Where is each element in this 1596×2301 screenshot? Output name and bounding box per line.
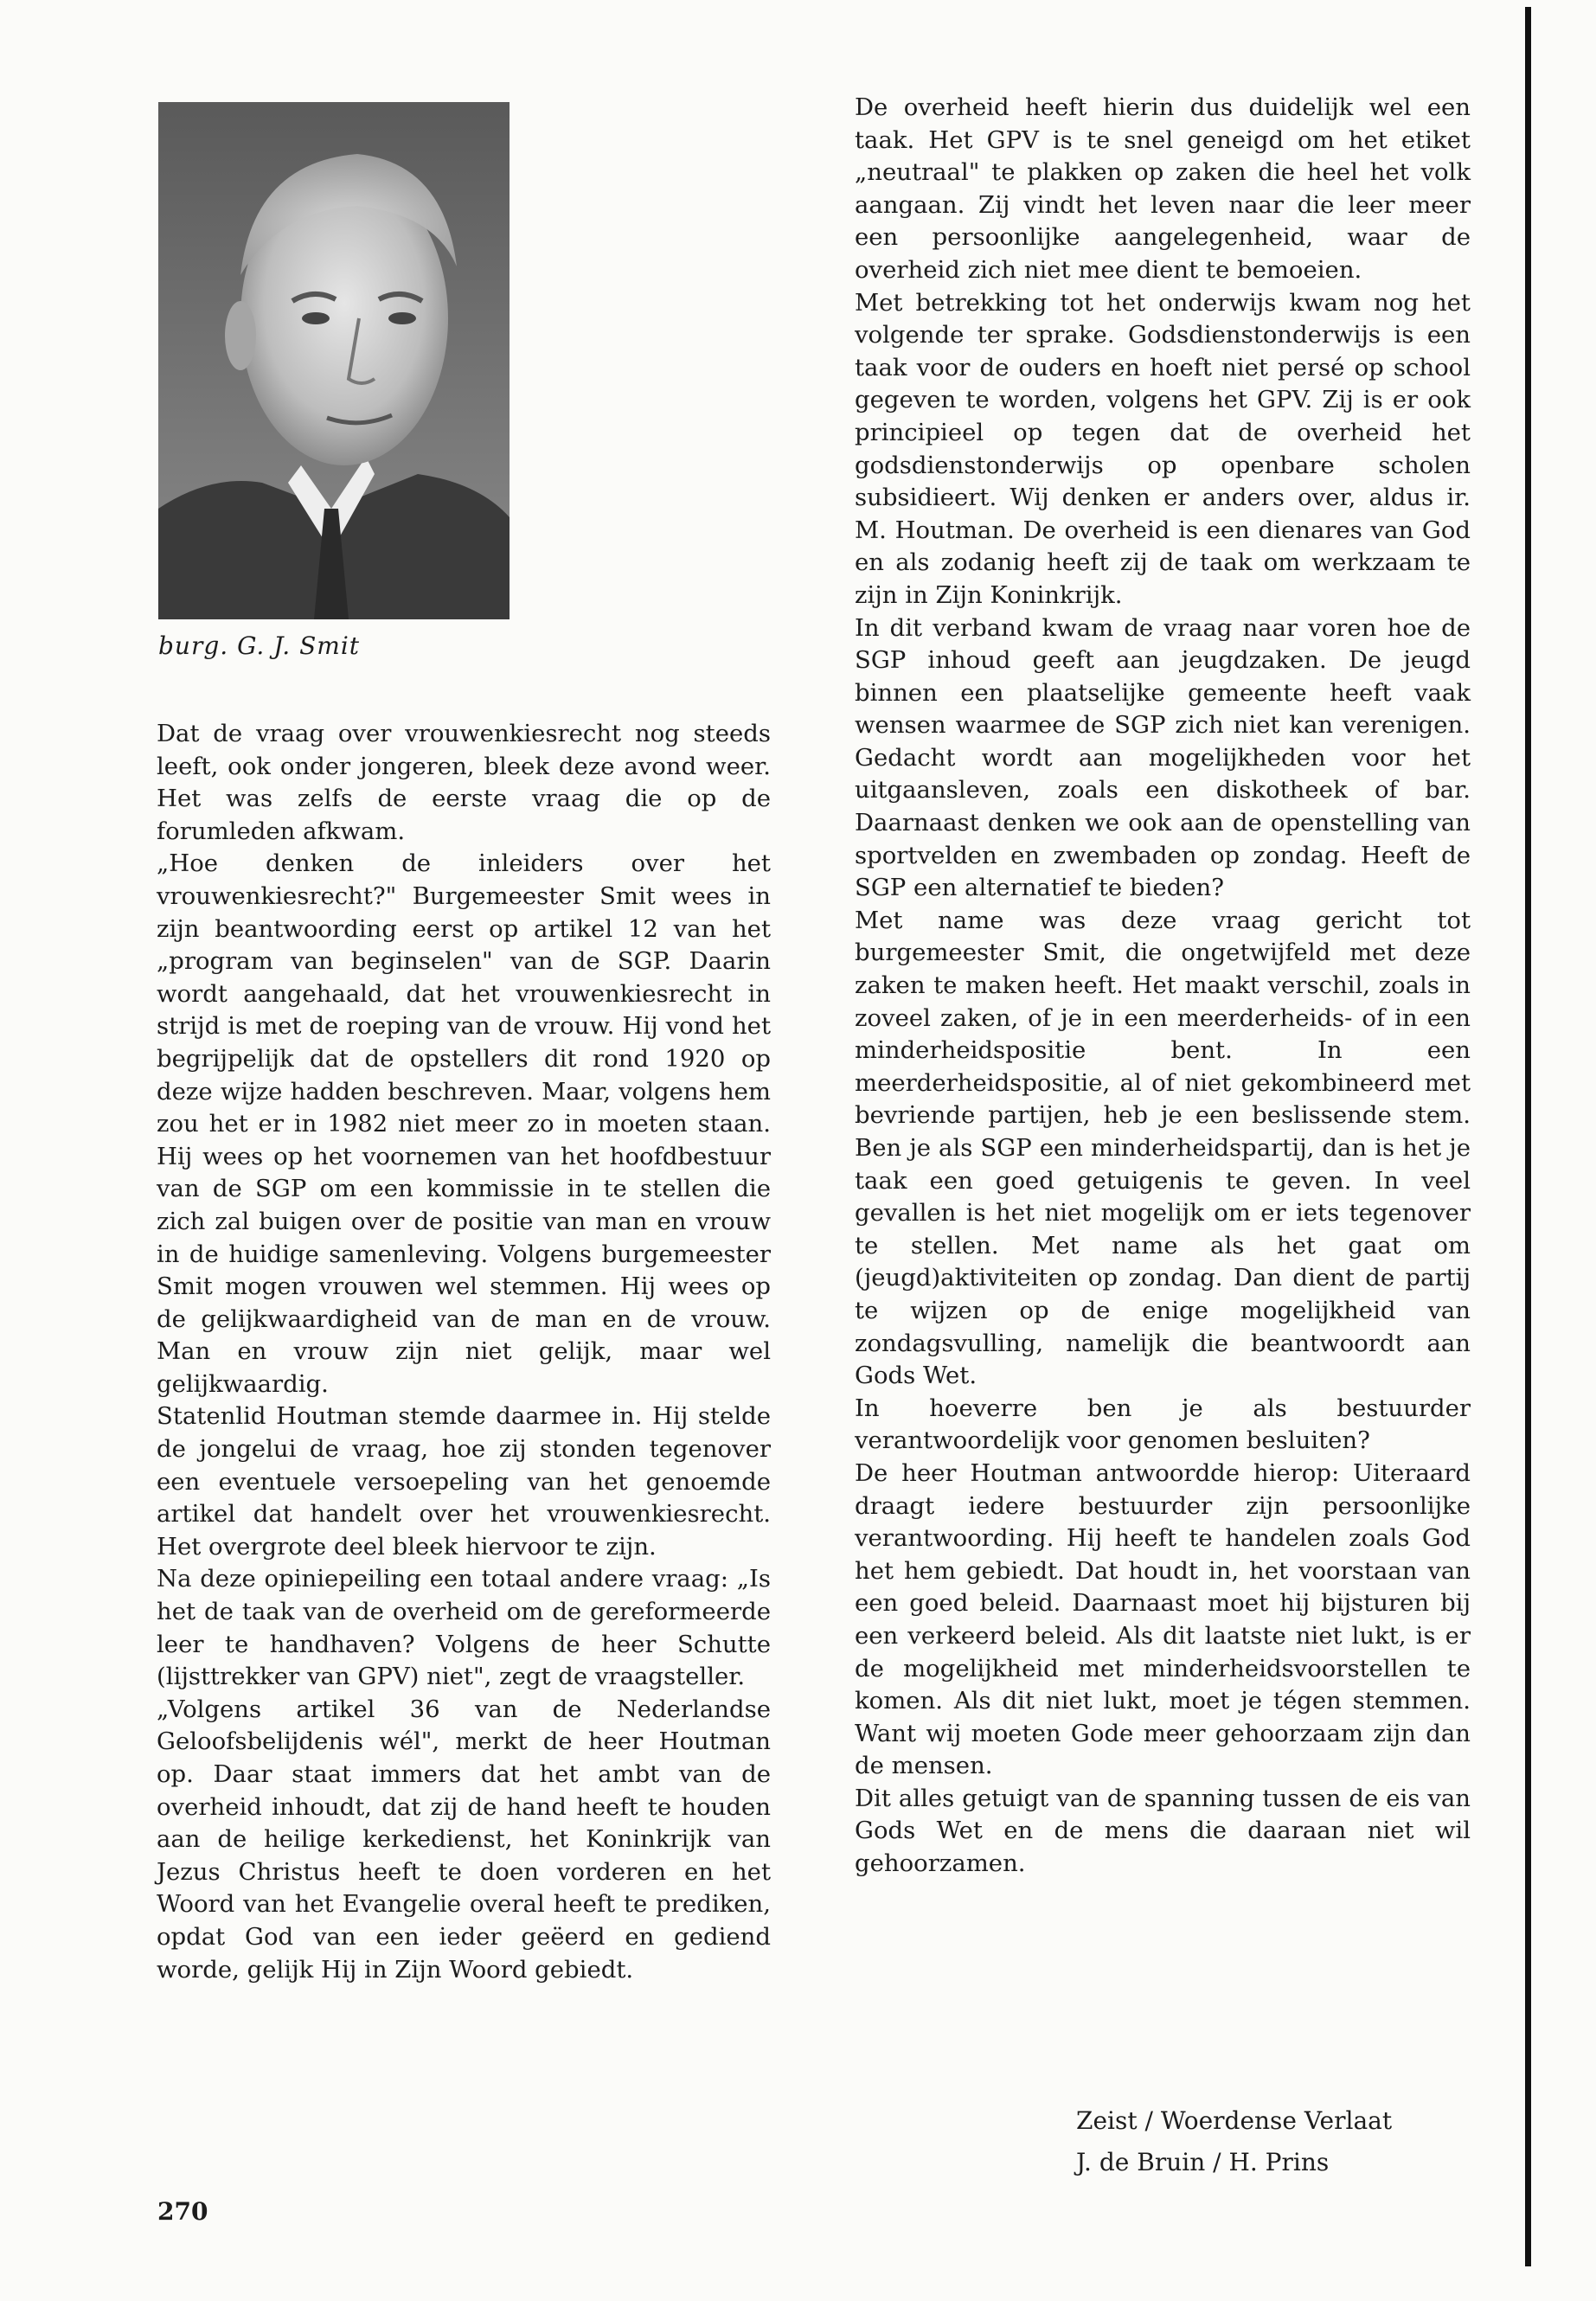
portrait-photo — [158, 102, 510, 619]
author-signature — [1076, 2100, 1392, 2183]
paragraph: Met betrekking tot het onderwijs kwam nog het volgende ter sprake. Godsdienstonderwijs is een taak voor de ouders en hoeft niet persé op school gegeven te worden, volgens het GPV. Zij is er ook principieel op tegen dat de overheid het godsdienstonderwijs op openbare scholen subsidieert. Wij denken er anders over, aldus ir. M. Houtman. De overheid is een dienares van God en als zodanig heeft zij de taak om werkzaam te zijn in Zijn Koninkrijk. — [855, 288, 1471, 609]
paragraph: Statenlid Houtman stemde daarmee in. Hij stelde de jongelui de vraag, hoe zij stonden tegenover een eventuele versoepeling van het genoemde artikel dat handelt over het vrouwenkiesrecht. Het overgrote deel bleek hiervoor te zijn. — [157, 1402, 771, 1561]
paragraph: In hoeverre ben je als bestuurder verantwoordelijk voor genomen besluiten? — [855, 1394, 1471, 1455]
paragraph: Dit alles getuigt van de spanning tussen de eis van Gods Wet en de mens die daaraan niet wil gehoorzamen. — [855, 1784, 1471, 1878]
paragraph: De overheid heeft hierin dus duidelijk wel een taak. Het GPV is te snel geneigd om het etiket „neutraal" te plakken op zaken die heel het volk aangaan. Zij vindt het leven naar die leer meer een persoonlijke aangelegenheid, waar de overheid zich niet mee dient te bemoeien. — [855, 93, 1471, 284]
signature-authors: J. de Bruin / H. Prins — [1076, 2148, 1330, 2176]
left-text-column — [157, 718, 771, 1986]
paragraph: De heer Houtman antwoordde hierop: Uiteraard draagt iedere bestuurder zijn persoonlijke verantwoording. Hij heeft te handelen zoals God het hem gebiedt. Dat houdt in, het voorstaan van een goed beleid. Daarnaast moet hij bijsturen bij een verkeerd beleid. Als dit laatste niet lukt, is er de mogelijkheid met minderheidsvoorstellen te komen. Als dit niet lukt, moet je tégen stemmen. Want wij moeten Gode meer gehoorzaam zijn dan de mensen. — [855, 1458, 1471, 1780]
paragraph: „Volgens artikel 36 van de Nederlandse Geloofsbelijdenis wél", merkt de heer Houtman op. Daar staat immers dat het ambt van de overheid inhoudt, dat zij de hand heeft te houden aan de heilige kerkedienst, het Koninkrijk van Jezus Christus heeft te doen vorderen en het Woord van het Evangelie overal heeft te prediken, opdat God van een ieder geëerd en gediend worde, gelijk Hij in Zijn Woord gebiedt. — [157, 1695, 771, 1984]
paragraph: Met name was deze vraag gericht tot burgemeester Smit, die ongetwijfeld met deze zaken te maken heeft. Het maakt verschil, zoals in zoveel zaken, of je in een meerderheids- of in een minderheidspositie bent. In een meerderheidspositie, al of niet gekombineerd met bevriende partijen, heb je een beslissende stem. Ben je als SGP een minderheidspartij, dan is het je taak een goed getuigenis te geven. In veel gevallen is het niet mogelijk om er iets tegenover te stellen. Met name als het gaat om (jeugd)aktiviteiten op zondag. Dan dient de partij te wijzen op de enige mogelijkheid van zondagsvulling, namelijk die beantwoordt aan Gods Wet. — [855, 906, 1471, 1390]
paragraph: Dat de vraag over vrouwenkiesrecht nog steeds leeft, ook onder jongeren, bleek deze avond weer. Het was zelfs de eerste vraag die op de forumleden afkwam. — [157, 720, 771, 845]
photo-caption: burg. G. J. Smit — [158, 631, 361, 660]
right-text-column — [855, 92, 1471, 1881]
page-edge-bar — [1525, 7, 1531, 2266]
page-number: 270 — [157, 2197, 208, 2226]
paragraph: Na deze opiniepeiling een totaal andere vraag: „Is het de taak van de overheid om de gereformeerde leer te handhaven? Volgens de heer Schutte (lijsttrekker van GPV) niet", zegt de vraagsteller. — [157, 1565, 771, 1691]
signature-location: Zeist / Woerdense Verlaat — [1076, 2106, 1393, 2135]
paragraph: „Hoe denken de inleiders over het vrouwenkiesrecht?" Burgemeester Smit wees in zijn beantwoording eerst op artikel 12 van het „program van beginselen" van de SGP. Daarin wordt aangehaald, dat het vrouwenkiesrecht in strijd is met de roeping van de vrouw. Hij vond het begrijpelijk dat de opstellers dit rond 1920 op deze wijze hadden beschreven. Maar, volgens hem zou het er in 1982 niet meer zo in moeten staan. Hij wees op het voornemen van het hoofdbestuur van de SGP om een kommissie in te stellen die zich zal buigen over de positie van man en vrouw in de huidige samenleving. Volgens burgemeester Smit mogen vrouwen wel stemmen. Hij wees op de gelijkwaardigheid van de man en de vrouw. Man en vrouw zijn niet gelijk, maar wel gelijkwaardig. — [157, 849, 771, 1398]
paragraph: In dit verband kwam de vraag naar voren hoe de SGP inhoud geeft aan jeugdzaken. De jeugd binnen een plaatselijke gemeente heeft vaak wensen waarmee de SGP zich niet kan verenigen. Gedacht wordt aan mogelijkheden voor het uitgaansleven, zoals een diskotheek of bar. Daarnaast denken we ook aan de openstelling van sportvelden en zwembaden op zondag. Heeft de SGP een alternatief te bieden? — [855, 613, 1471, 902]
